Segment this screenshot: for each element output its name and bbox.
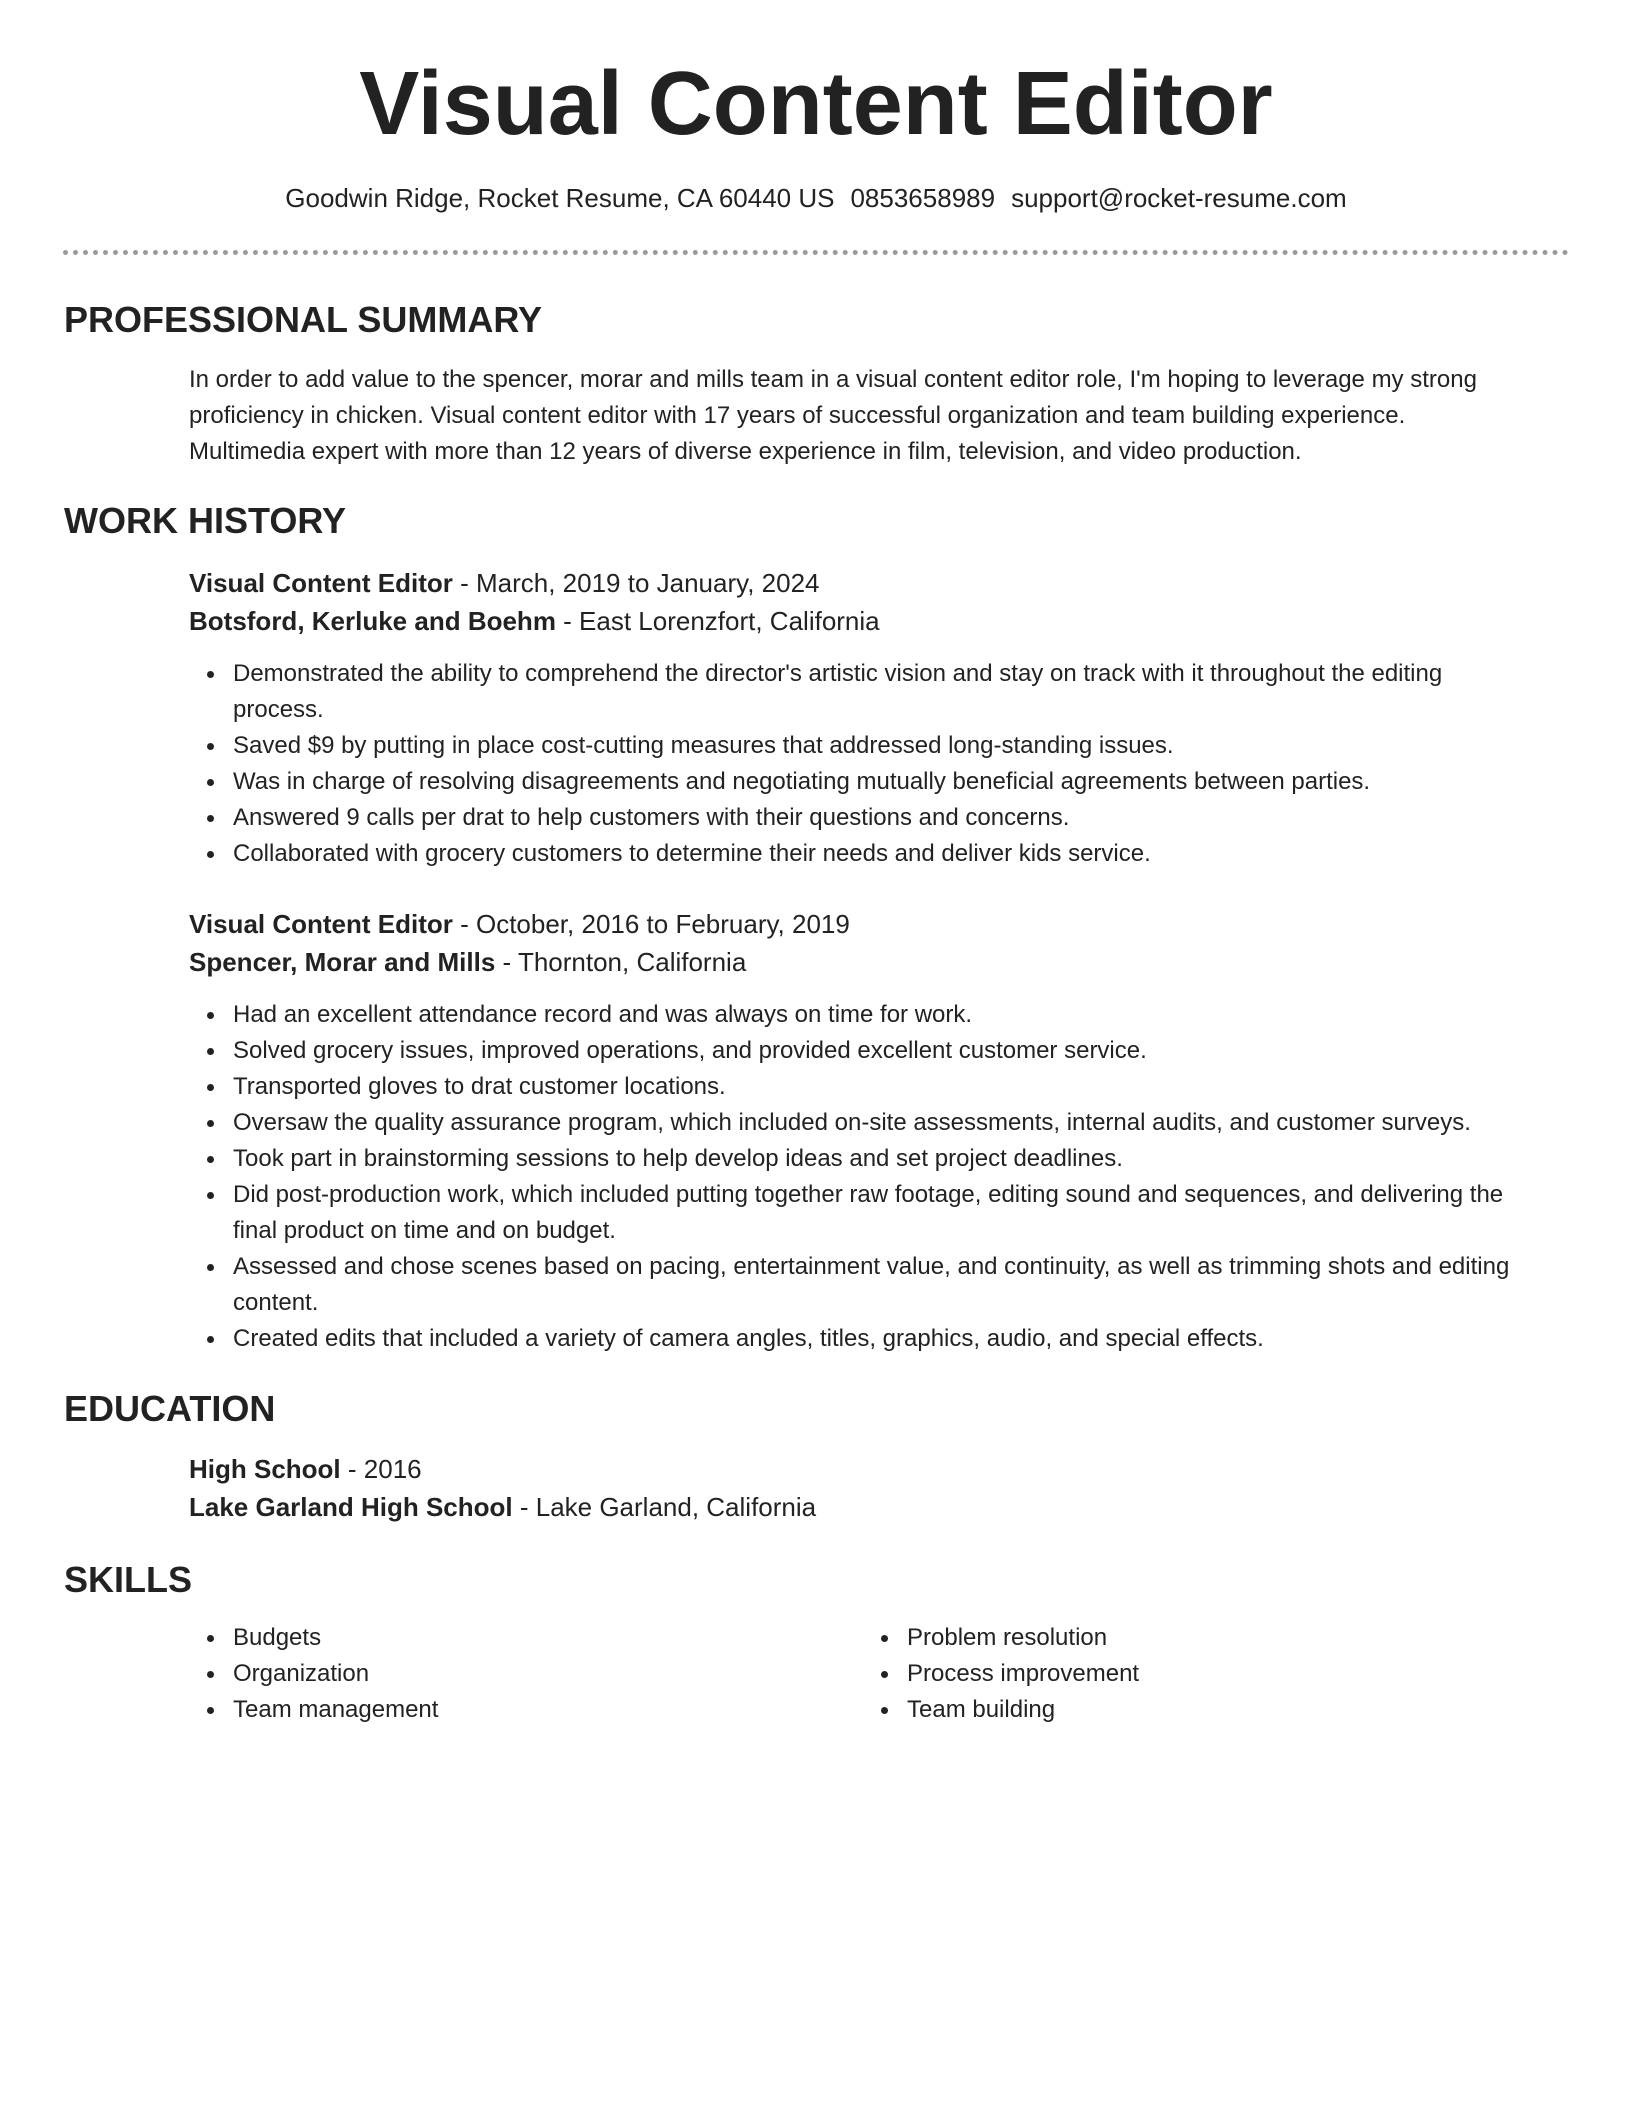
skills-heading: SKILLS xyxy=(64,1559,193,1600)
job-entry-2 xyxy=(189,905,1569,1357)
header-divider xyxy=(63,250,1569,255)
job-role: Visual Content Editor xyxy=(189,568,453,598)
skill-item: Team management xyxy=(233,1692,438,1728)
education-heading: EDUCATION xyxy=(64,1388,276,1429)
contact-line xyxy=(0,180,1632,216)
job-bullet: Demonstrated the ability to comprehend the director's artistic vision and stay on track with it throughout the editing process. xyxy=(233,656,1569,728)
education-school-line xyxy=(189,1488,1569,1526)
job-bullet: Collaborated with grocery customers to determine their needs and deliver kids service. xyxy=(233,836,1569,872)
summary-heading: PROFESSIONAL SUMMARY xyxy=(64,299,543,340)
education-degree-line xyxy=(189,1450,1569,1488)
job-dates: - March, 2019 to January, 2024 xyxy=(452,568,820,598)
education-year: - 2016 xyxy=(340,1454,422,1484)
skills-column-right xyxy=(863,1620,1139,1728)
skill-item: Budgets xyxy=(233,1620,438,1656)
job-location: - East Lorenzfort, California xyxy=(555,606,880,636)
job-bullet: Created edits that included a variety of camera angles, titles, graphics, audio, and special effects. xyxy=(233,1321,1569,1357)
education-degree: High School xyxy=(189,1454,341,1484)
job-title-line xyxy=(189,564,1569,602)
contact-address: Goodwin Ridge, Rocket Resume, CA 60440 US xyxy=(285,183,835,213)
job-company: Spencer, Morar and Mills xyxy=(189,947,496,977)
job-entry-1 xyxy=(189,564,1569,872)
job-bullet: Transported gloves to drat customer locations. xyxy=(233,1069,1569,1105)
summary-line: proficiency in chicken. Visual content editor with 17 years of successful organization and team building experience. xyxy=(189,402,1406,429)
summary-line: Multimedia expert with more than 12 years of diverse experience in film, television, and video production. xyxy=(189,438,1302,465)
education-location: - Lake Garland, California xyxy=(512,1492,817,1522)
job-company: Botsford, Kerluke and Boehm xyxy=(189,606,556,636)
skills-column-left xyxy=(189,1620,438,1728)
job-bullet: Took part in brainstorming sessions to help develop ideas and set project deadlines. xyxy=(233,1141,1569,1177)
job-bullet: Did post-production work, which included putting together raw footage, editing sound and sequences, and delivering the final product on time and on budget. xyxy=(233,1177,1569,1249)
job-company-line xyxy=(189,602,1569,640)
job-bullet: Oversaw the quality assurance program, which included on-site assessments, internal audits, and customer surveys. xyxy=(233,1105,1569,1141)
job-dates: - October, 2016 to February, 2019 xyxy=(452,909,850,939)
job-role: Visual Content Editor xyxy=(189,909,453,939)
summary-line: In order to add value to the spencer, morar and mills team in a visual content editor role, I'm hoping to leverage my strong xyxy=(189,366,1477,393)
skill-item: Organization xyxy=(233,1656,438,1692)
education-entry xyxy=(189,1450,1569,1526)
contact-email: support@rocket-resume.com xyxy=(1011,183,1347,213)
job-bullet: Answered 9 calls per drat to help customers with their questions and concerns. xyxy=(233,800,1569,836)
skill-item: Team building xyxy=(907,1692,1139,1728)
skill-item: Problem resolution xyxy=(907,1620,1139,1656)
job-bullet: Solved grocery issues, improved operations, and provided excellent customer service. xyxy=(233,1033,1569,1069)
contact-phone: 0853658989 xyxy=(850,183,996,213)
job-title-line xyxy=(189,905,1569,943)
resume-name: Visual Content Editor xyxy=(359,54,1273,154)
skill-item: Process improvement xyxy=(907,1656,1139,1692)
job-bullet: Was in charge of resolving disagreements and negotiating mutually beneficial agreements between parties. xyxy=(233,764,1569,800)
job-bullet: Had an excellent attendance record and was always on time for work. xyxy=(233,997,1569,1033)
summary-text xyxy=(189,362,1569,470)
work-heading: WORK HISTORY xyxy=(64,500,347,541)
job-bullet: Saved $9 by putting in place cost-cutting measures that addressed long-standing issues. xyxy=(233,728,1569,764)
job-bullets xyxy=(189,656,1569,872)
job-bullet: Assessed and chose scenes based on pacing, entertainment value, and continuity, as well as trimming shots and editing content. xyxy=(233,1249,1569,1321)
education-school: Lake Garland High School xyxy=(189,1492,513,1522)
job-company-line xyxy=(189,943,1569,981)
job-bullets xyxy=(189,997,1569,1357)
job-location: - Thornton, California xyxy=(495,947,747,977)
